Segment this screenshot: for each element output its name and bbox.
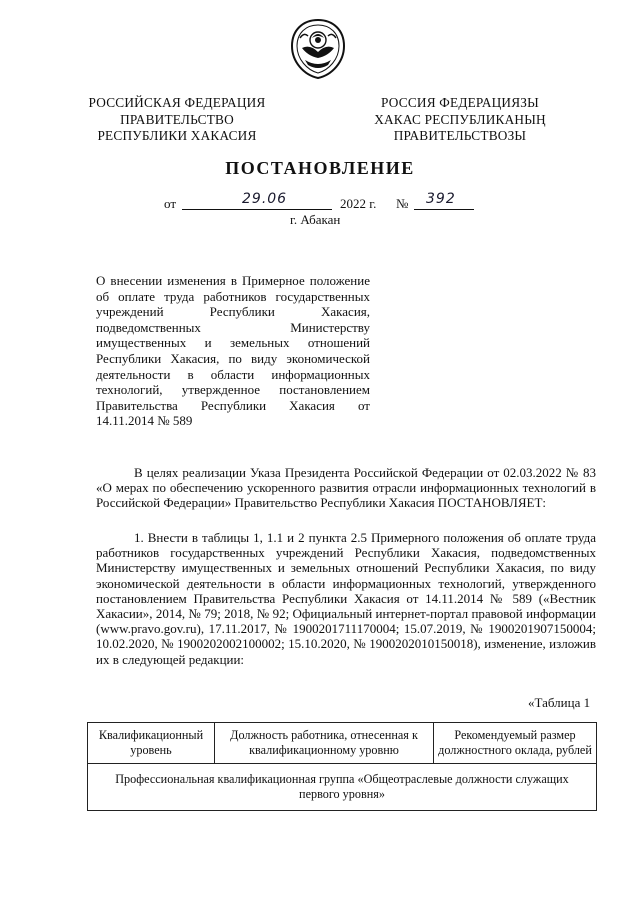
preamble-paragraph: В целях реализации Указа Президента Российской Федерации от 02.03.2022 № 83 «О мерах по обеспечению ускоренного развития отрасли информационных технологий в Российской Федерации» Правительство Республики Хакасия ПОСТАНОВЛЯЕТ: [96,465,596,511]
header-left-line-3: РЕСПУБЛИКИ ХАКАСИЯ [97,128,257,143]
header-position: Должность работника, отнесенная к квалификационному уровню [215,723,434,764]
document-subject: О внесении изменения в Примерное положение об оплате труда работников государственных учреждений Республики Хакасия, подведомственных Министерству имущественных и земельных отношений Республики Хакасия, по виду экономической деятельности в области информационных технологий, утвержденное постановлением Правительства Республики Хакасия от 14.11.2014 № 589 [96,273,370,429]
salary-table [87,722,597,811]
header-salary: Рекомендуемый размер должностного оклада, рублей [434,723,597,764]
handwritten-number: 392 [426,191,456,207]
date-field [182,191,332,210]
header-right-line-2: ХАКАС РЕСПУБЛИКАНЫҢ [374,111,546,127]
header-right-line-1: РОССИЯ ФЕДЕРАЦИЯЗЫ [381,95,539,110]
header-left-line-1: РОССИЙСКАЯ ФЕДЕРАЦИЯ [88,95,266,110]
group-row-label: Профессиональная квалификационная группа «Общеотраслевые должности служащих первого уровня» [88,764,597,811]
header-left-line-2: ПРАВИТЕЛЬСТВО [120,111,234,127]
date-year: 2022 г. [340,196,377,211]
table-row [88,764,597,811]
header-khakas [360,95,560,145]
number-sign: № [396,196,409,211]
document-title: ПОСТАНОВЛЕНИЕ [225,158,415,178]
header-right-line-3: ПРАВИТЕЛЬСТВОЗЫ [393,128,527,143]
table-caption: «Таблица 1 [528,695,591,710]
city: г. Абакан [290,212,341,227]
header-qualification-level: Квалификационный уровень [88,723,215,764]
header-russian [82,95,272,145]
item-1-paragraph: 1. Внести в таблицы 1, 1.1 и 2 пункта 2.5 Примерного положения об оплате труда работников государственных учреждений Республики Хакасия, подведомственных Министерству имущественных и земельных отношений Республики Хакасия, по виду экономической деятельности в области информационных технологий, утвержденного постановлением Правительства Республики Хакасия от 14.11.2014 № 589 («Вестник Хакасии», 2014, № 79; 2018, № 92; Официальный интернет-портал правовой информации (www.pravo.gov.ru), 17.11.2017, № 1900201711170004; 15.07.2019, № 1900201907150004; 10.02.2020, № 1900202002100002; 15.10.2020, № 1900202010150018), изменение, изложив их в следующей редакции: [96,530,596,667]
table-header-row [88,723,597,764]
handwritten-date: 29.06 [242,191,288,207]
number-field [414,191,474,210]
coat-of-arms-emblem [288,18,348,80]
date-prefix: от [164,196,177,211]
